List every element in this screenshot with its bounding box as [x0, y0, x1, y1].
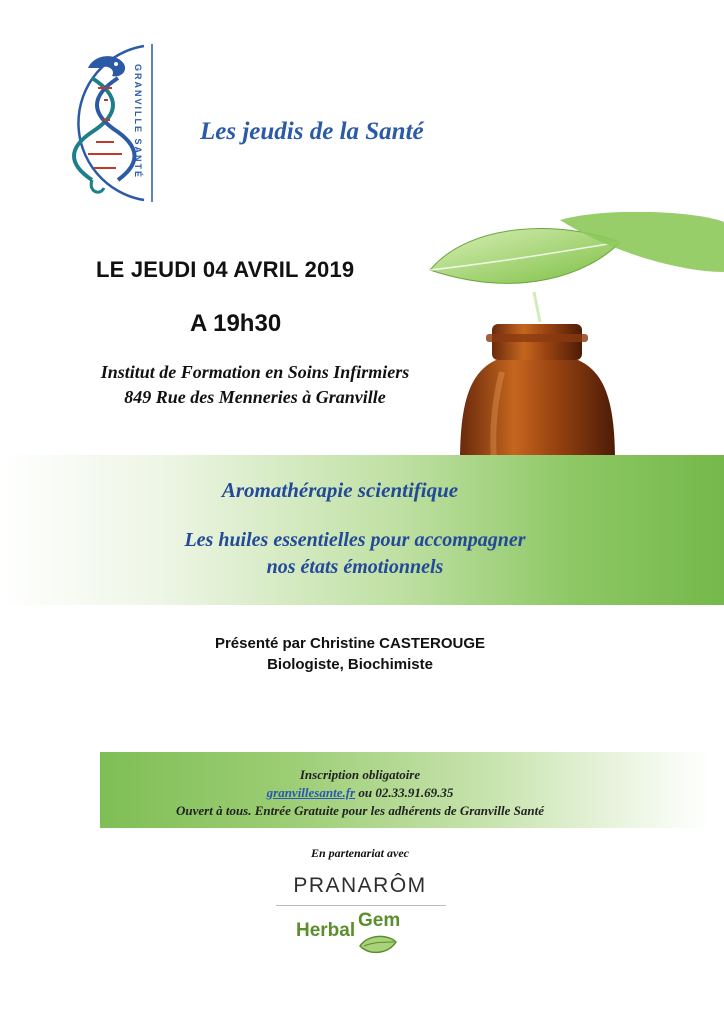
signup-contact [110, 784, 610, 802]
phone-prefix: ou [355, 785, 376, 800]
pranarom-logo: PRANARÔM [293, 874, 427, 897]
event-date: LE JEUDI 04 AVRIL 2019 [96, 257, 355, 282]
essential-oil-bottle-illustration [410, 212, 724, 462]
signup-heading: Inscription obligatoire [299, 767, 421, 782]
website-link[interactable]: granvillesante.fr [266, 785, 356, 800]
event-venue [55, 360, 455, 410]
partner-intro: En partenariat avec [311, 846, 409, 860]
leaf-icon [354, 930, 402, 960]
event-time: A 19h30 [190, 310, 282, 337]
herbalgem-logo [296, 912, 436, 962]
topic-subtitle-line1: Les huiles essentielles pour accompagner [184, 529, 526, 551]
presenter-info [150, 633, 550, 675]
signup-note: Ouvert à tous. Entrée Gratuite pour les adhérents de Granville Santé [176, 803, 544, 818]
signup-info [110, 766, 610, 820]
venue-address: 849 Rue des Menneries à Granville [124, 387, 386, 407]
presenter-name: Présenté par Christine CASTEROUGE [214, 635, 486, 652]
topic-subtitle [90, 527, 620, 581]
herbalgem-logo-part1: Herbal [296, 920, 356, 941]
venue-name: Institut de Formation en Soins Infirmiers [100, 362, 410, 382]
herbalgem-logo-part2: Gem [358, 910, 401, 931]
series-title: Les jeudis de la Santé [200, 118, 424, 145]
topic-title: Aromathérapie scientifique [221, 478, 459, 502]
presenter-role: Biologiste, Biochimiste [267, 656, 433, 673]
topic-subtitle-line2: nos états émotionnels [266, 556, 444, 578]
phone-number: 02.33.91.69.35 [375, 785, 454, 800]
logo-vertical-text: GRANVILLE SANTÉ [133, 64, 143, 180]
logo-divider [276, 905, 446, 906]
granville-sante-logo [58, 42, 162, 204]
